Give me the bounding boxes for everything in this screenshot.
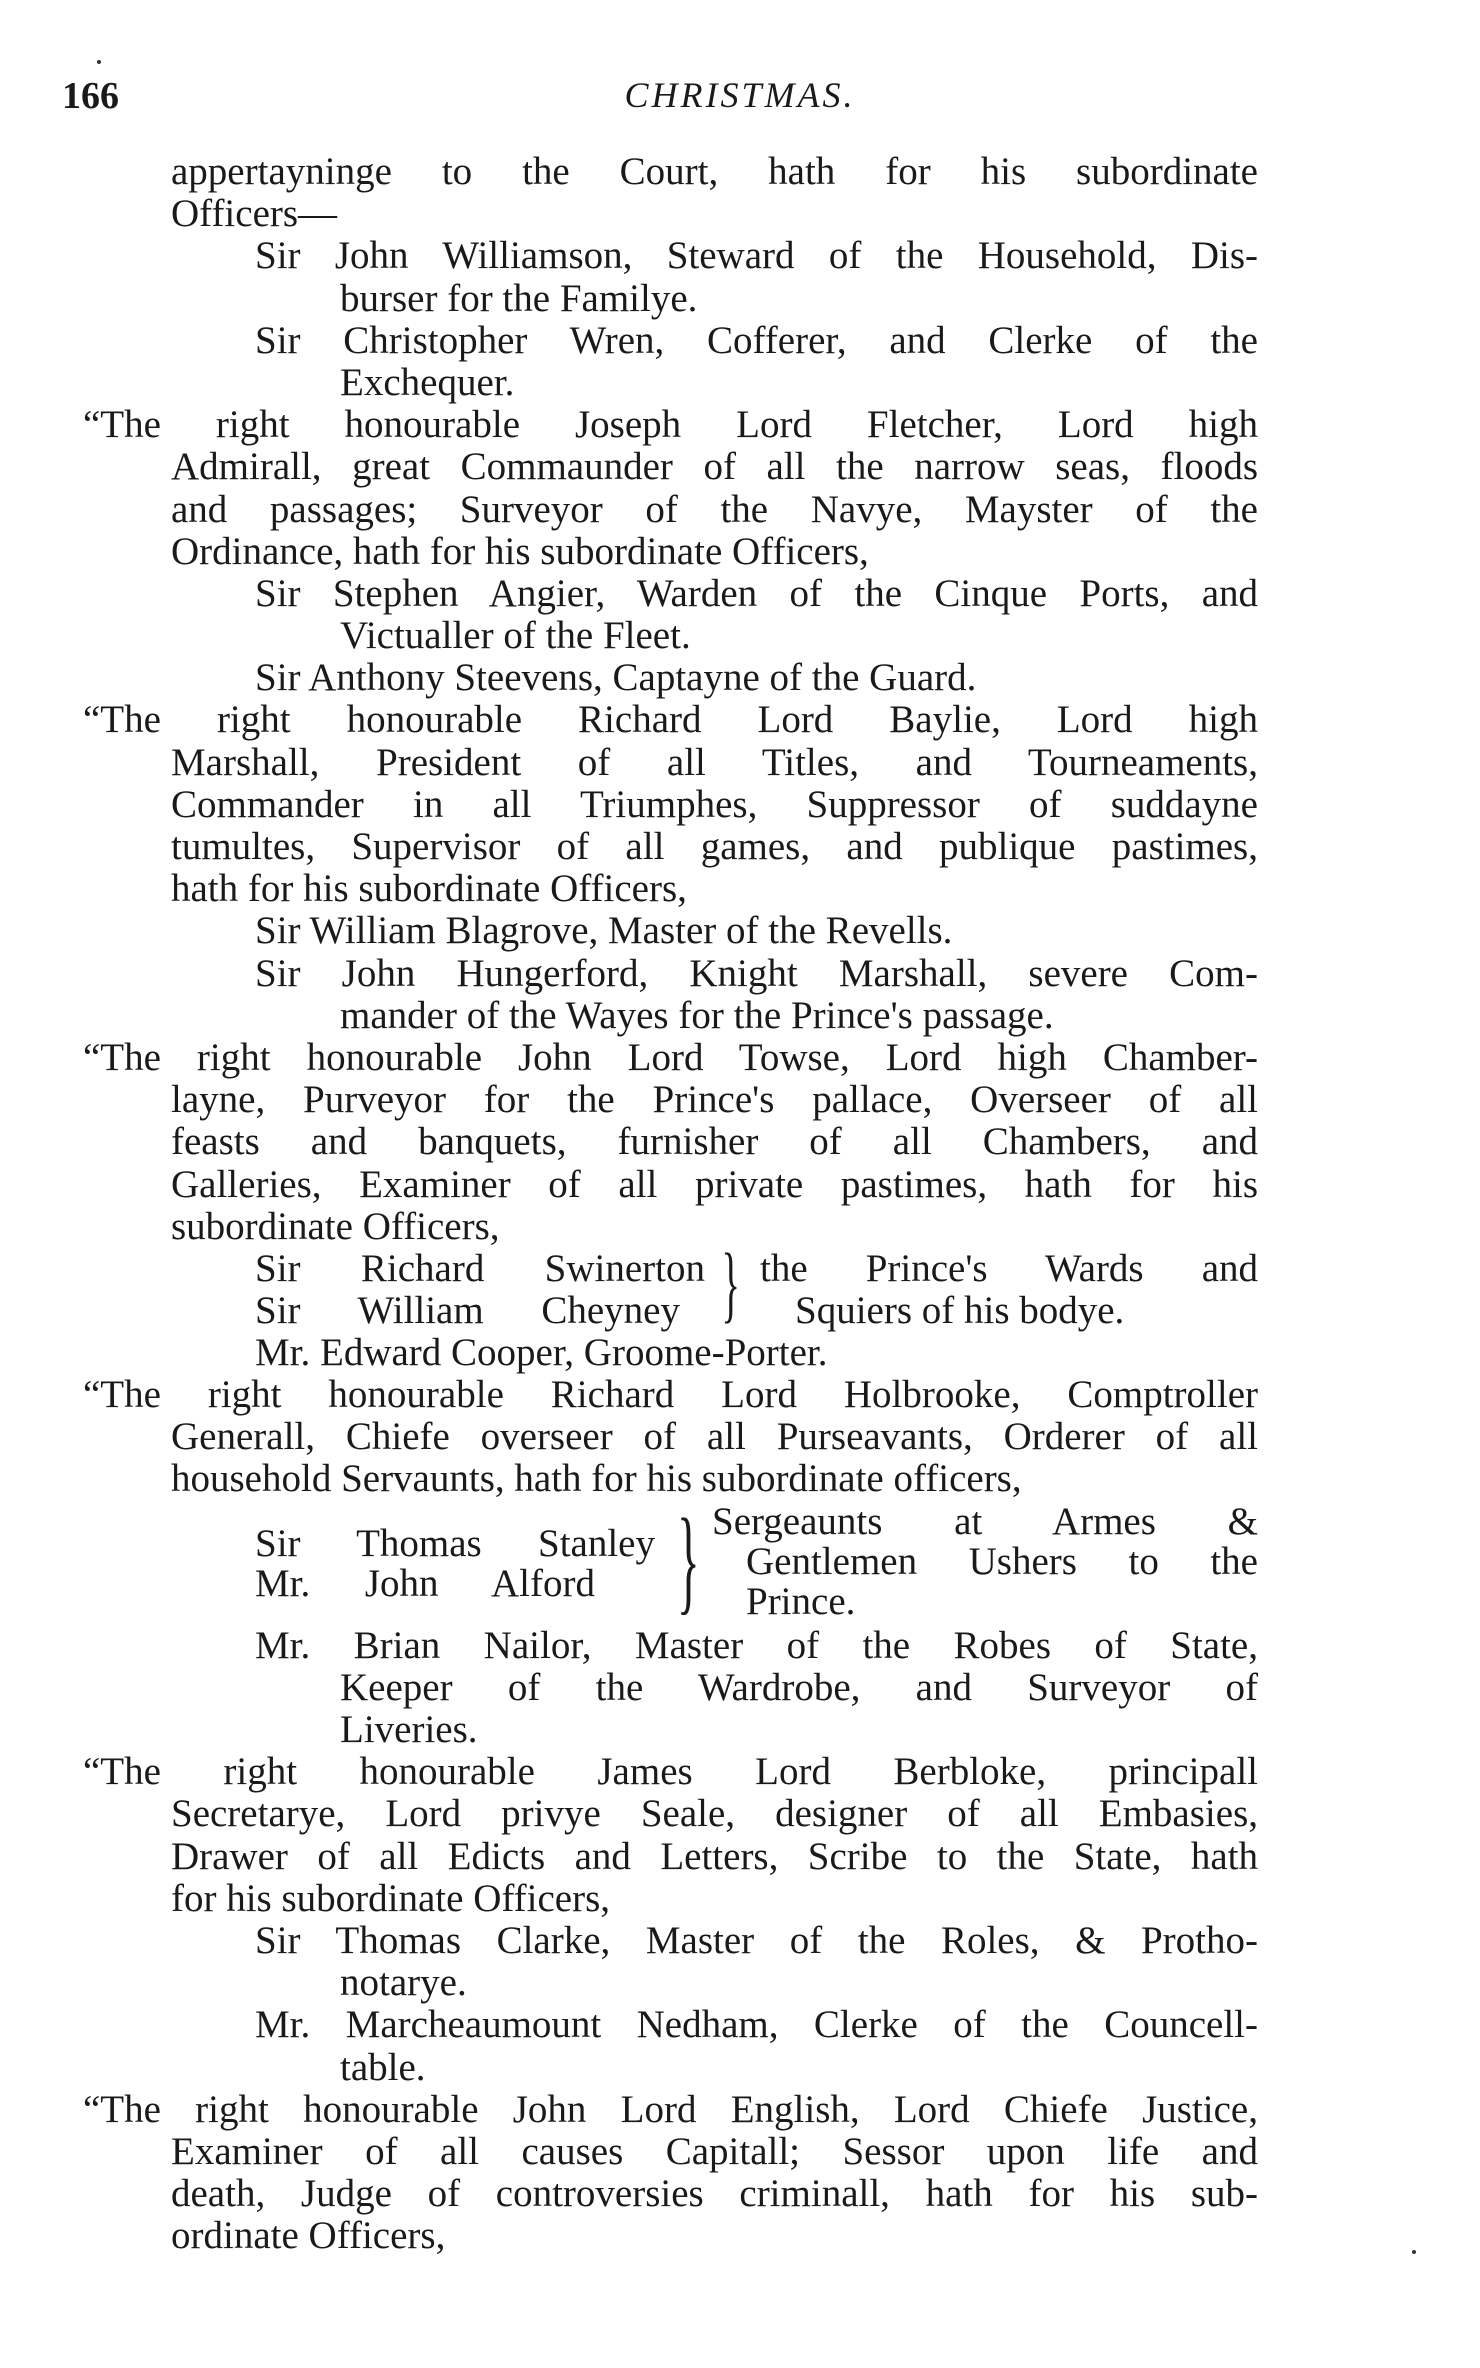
brace-group-wards	[0, 1234, 1480, 1332]
text-line: “The right honourable Joseph Lord Fletcher, Lord high	[83, 403, 1258, 447]
brace-name: Mr. John Alford	[255, 1561, 595, 1605]
text-line: Admirall, great Commaunder of all the narrow seas, floods	[171, 445, 1258, 489]
text-line: Sir John Williamson, Steward of the Household, Dis-	[255, 234, 1258, 278]
text-line: Sir William Blagrove, Master of the Revells.	[255, 909, 953, 953]
text-line: and passages; Surveyor of the Navye, Mayster of the	[171, 487, 1258, 531]
text-line: ordinate Officers,	[171, 2214, 446, 2258]
text-line: Sir Christopher Wren, Cofferer, and Clerke of the	[255, 318, 1258, 362]
brace-name: Sir Thomas Stanley	[255, 1521, 655, 1565]
brace-glyph: }	[676, 1493, 700, 1625]
running-title: CHRISTMAS.	[624, 75, 856, 115]
text-line: notarye.	[340, 1961, 467, 2005]
page-number: 166	[62, 75, 119, 117]
running-header	[0, 74, 1480, 124]
text-line: Secretarye, Lord privye Seale, designer of all Embasies,	[171, 1792, 1258, 1836]
brace-role: the Prince's Wards and	[760, 1246, 1258, 1290]
text-line: Sir Thomas Clarke, Master of the Roles, & Protho-	[255, 1918, 1258, 1962]
text-line: hath for his subordinate Officers,	[171, 867, 687, 911]
text-line: “The right honourable James Lord Berbloke, principall	[83, 1750, 1258, 1794]
brace-role: Sergeaunts at Armes &	[712, 1499, 1258, 1543]
text-line: Sir Stephen Angier, Warden of the Cinque Ports, and	[255, 571, 1258, 615]
text-line: tumultes, Supervisor of all games, and publique pastimes,	[171, 825, 1258, 868]
text-line: Sir John Hungerford, Knight Marshall, severe Com-	[255, 951, 1258, 995]
text-line: Exchequer.	[340, 360, 515, 404]
text-line: Galleries, Examiner of all private pastimes, hath for his	[171, 1162, 1258, 1206]
text-line: Mr. Marcheaumount Nedham, Clerke of the Councell-	[255, 2003, 1258, 2047]
text-line: “The right honourable Richard Lord Baylie, Lord high	[83, 698, 1258, 742]
brace-name: Sir Richard Swinerton	[255, 1246, 705, 1290]
text-line: Mr. Brian Nailor, Master of the Robes of State,	[255, 1623, 1258, 1667]
print-speck	[1412, 2250, 1416, 2254]
text-line: Generall, Chiefe overseer of all Purseavants, Orderer of all	[171, 1415, 1258, 1459]
text-line: Officers—	[171, 192, 338, 236]
text-line: Victualler of the Fleet.	[340, 614, 691, 658]
text-line: mander of the Wayes for the Prince's passage.	[340, 993, 1054, 1037]
text-line: “The right honourable John Lord English, Lord Chiefe Justice,	[83, 2087, 1258, 2131]
text-line: layne, Purveyor for the Prince's pallace, Overseer of all	[171, 1078, 1258, 1122]
brace-glyph: }	[721, 1234, 740, 1331]
text-line: household Servaunts, hath for his subordinate officers,	[171, 1457, 1022, 1501]
text-line: appertayninge to the Court, hath for his subordinate	[171, 150, 1258, 193]
text-line: Mr. Edward Cooper, Groome-Porter.	[255, 1330, 828, 1374]
text-line: feasts and banquets, furnisher of all Chambers, and	[171, 1120, 1258, 1164]
text-line: table.	[340, 2045, 426, 2089]
text-line: Marshall, President of all Titles, and Tourneaments,	[171, 740, 1258, 784]
text-line: “The right honourable John Lord Towse, Lord high Chamber-	[83, 1035, 1258, 1079]
brace-role: Squiers of his bodye.	[795, 1288, 1125, 1332]
text-line: burser for the Familye.	[340, 276, 698, 320]
text-line: Liveries.	[340, 1708, 478, 1751]
text-line: Sir Anthony Steevens, Captayne of the Guard.	[255, 656, 977, 700]
text-line: Examiner of all causes Capitall; Sessor upon life and	[171, 2129, 1258, 2173]
brace-group-ushers	[0, 1493, 1480, 1625]
text-line: Keeper of the Wardrobe, and Surveyor of	[340, 1665, 1258, 1709]
brace-role: Gentlemen Ushers to the	[746, 1539, 1258, 1583]
page-body	[0, 151, 1480, 2257]
brace-role: Prince.	[746, 1579, 856, 1623]
text-line: Ordinance, hath for his subordinate Officers,	[171, 529, 869, 573]
text-line: for his subordinate Officers,	[171, 1876, 610, 1920]
print-speck	[97, 60, 101, 64]
text-line: Drawer of all Edicts and Letters, Scribe to the State, hath	[171, 1834, 1258, 1878]
brace-name: Sir William Cheyney	[255, 1288, 680, 1332]
text-line: death, Judge of controversies criminall, hath for his sub-	[171, 2172, 1258, 2216]
text-line: Commander in all Triumphes, Suppressor of suddayne	[171, 782, 1258, 826]
text-line: subordinate Officers,	[171, 1204, 500, 1248]
text-line: “The right honourable Richard Lord Holbrooke, Comptroller	[83, 1373, 1258, 1417]
